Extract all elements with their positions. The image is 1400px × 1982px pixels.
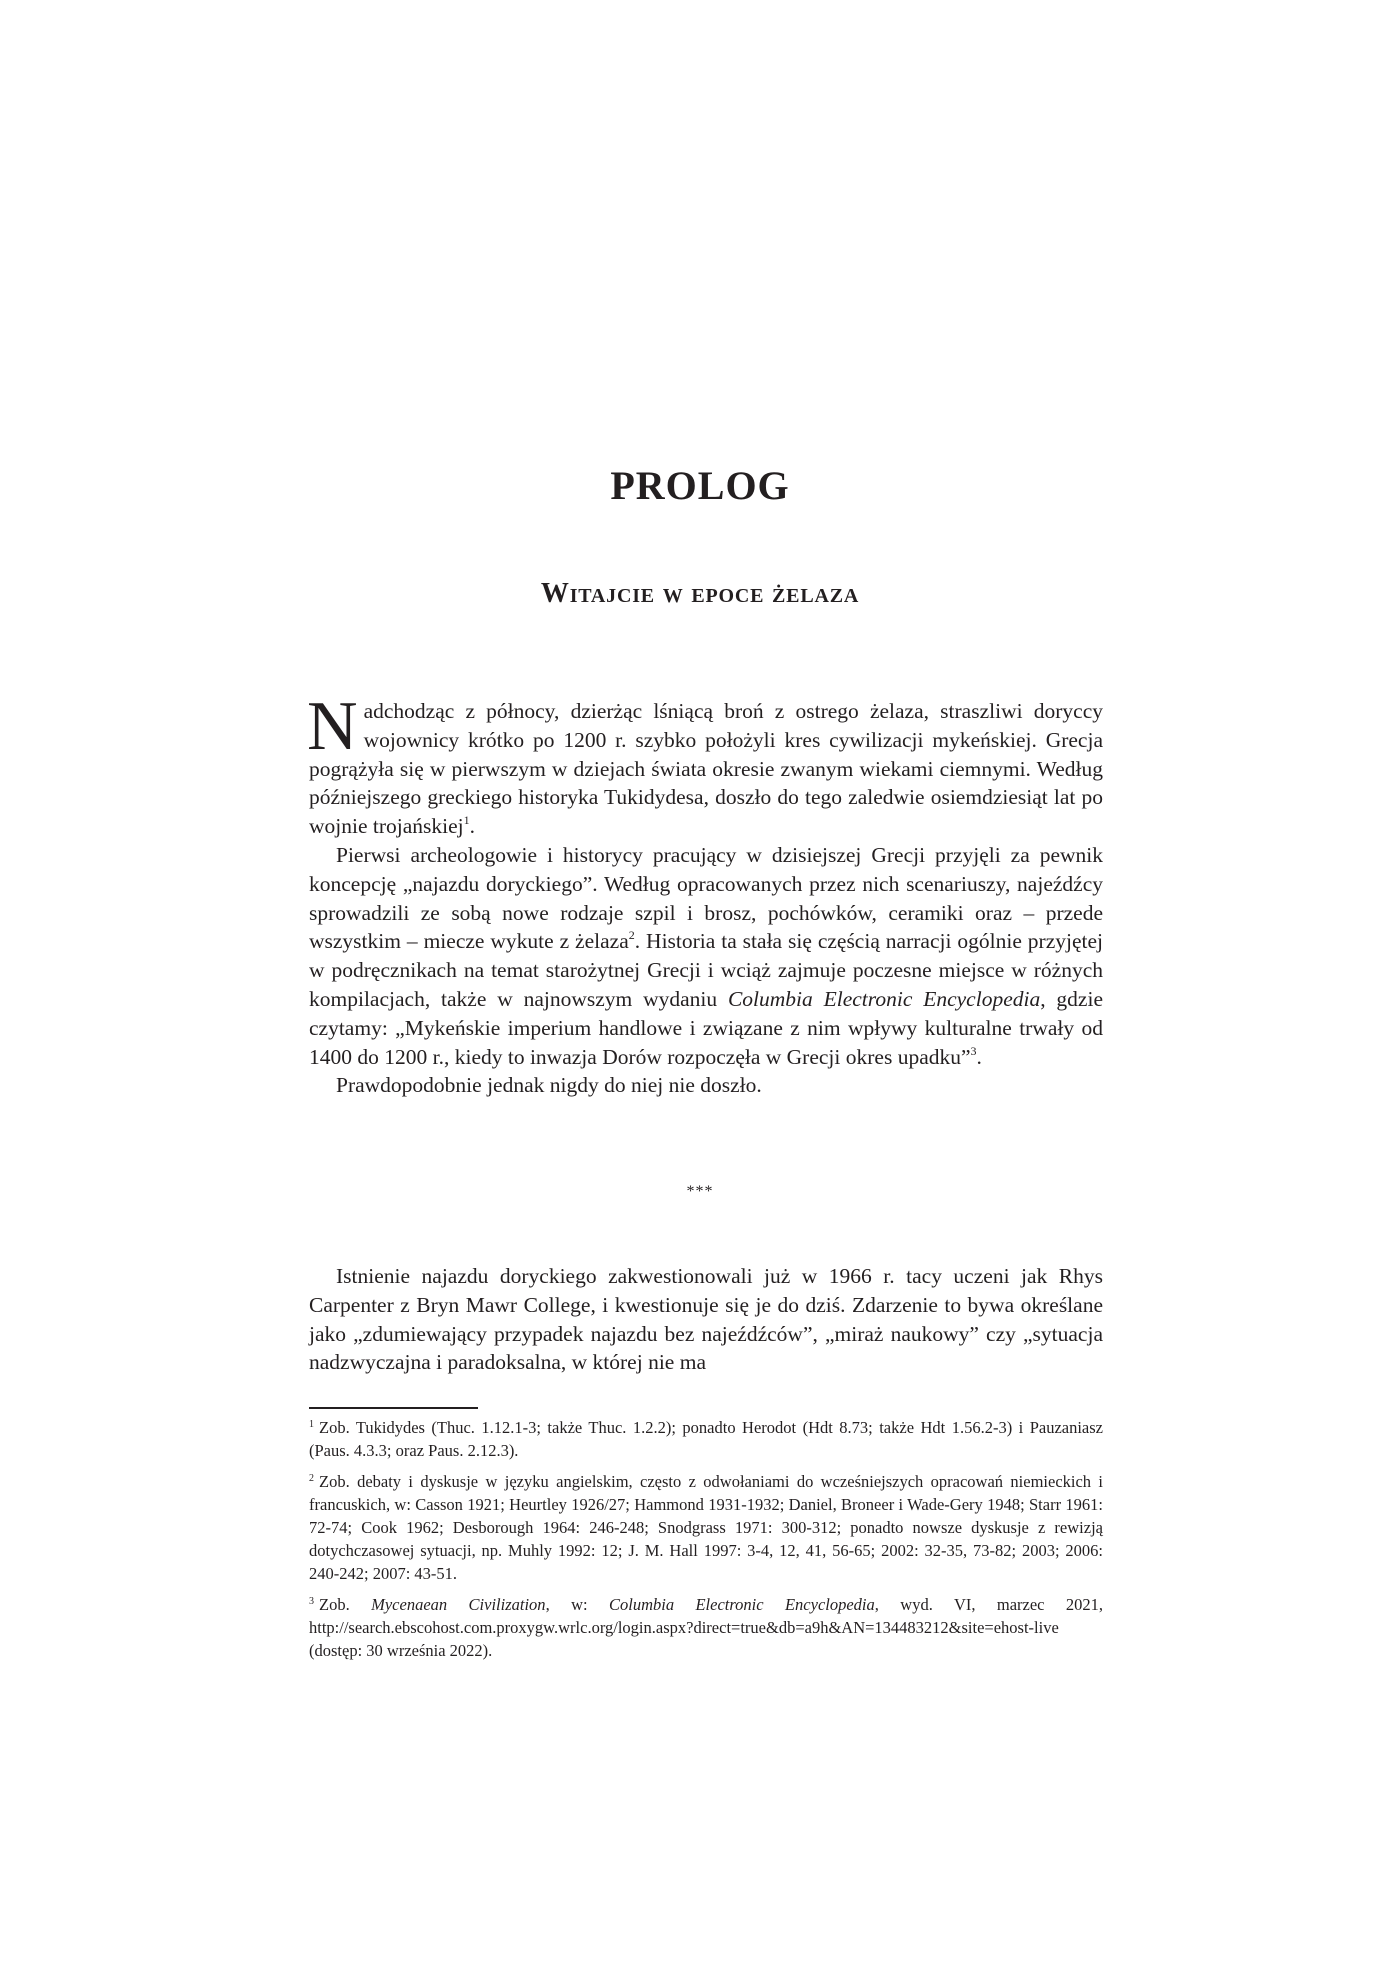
main-text-section-2 [309,1262,1103,1377]
footnote-number: 1 [309,1419,314,1430]
footnotes [309,1416,1103,1670]
drop-cap: N [307,688,358,765]
footnote-2 [309,1470,1103,1585]
footnote-text: Zob. Tukidydes (Thuc. 1.12.1-3; także Thuc. 1.2.2); ponadto Herodot (Hdt 8.73; także Hdt 1.56.2-3) i Pauzaniasz (Paus. 4.3.3; oraz Paus. 2.12.3). [309,1418,1103,1460]
paragraph-1-text: adchodząc z północy, dzierżąc lśniącą broń z ostrego żelaza, straszliwi doryccy wojownicy krótko po 1200 r. szybko położyli kres cywilizacji mykeńskiej. Grecja pogrążyła się w pierwszym w dziejach świata okresie zwanym wiekami ciemnymi. Według późniejszego greckiego historyka Tukidydesa, doszło do tego zaledwie osiemdziesiąt lat po wojnie trojańskiej [309,699,1103,839]
footnote-ref-1[interactable]: 1 [463,813,470,828]
paragraph-2-end: . [976,1044,982,1069]
footnote-number: 2 [309,1473,314,1484]
footnote-italic-encyclopedia: Columbia Electronic Encyclopedia [608,1595,875,1614]
footnote-text-c: , wyd. VI, marzec 2021, http://search.ebscohost.com.proxygw.wrlc.org/login.aspx?direct=true&db=a9h&AN=134483212&site=ehost-live (dostęp: 30 września 2022). [309,1595,1104,1660]
chapter-title: PROLOG [610,463,790,508]
footnote-1 [309,1416,1103,1462]
paragraph-3: Prawdopodobnie jednak nigdy do niej nie doszło. [336,1073,762,1098]
paragraph-1 [307,688,1103,841]
footnote-number: 3 [309,1596,314,1607]
section-separator: *** [686,1183,714,1200]
paragraph-4: Istnienie najazdu doryckiego zakwestionowali już w 1966 r. tacy uczeni jak Rhys Carpenter z Bryn Mawr College, i kwestionuje się je do dziś. Zdarzenie to bywa określane jako „zdumiewający przypadek najazdu bez najeźdźców”, „miraż naukowy” czy „sytuacja nadzwyczajna i paradoksalna, w której nie ma [309,1264,1103,1375]
paragraph-2 [309,841,1103,1071]
paragraph-2-text-a: Pierwsi archeologowie i historycy pracujący w dzisiejszej Grecji przyjęli za pewnik koncepcję „najazdu doryckiego”. Według opracowanych przez nich scenariuszy, najeźdźcy sprowadzili ze sobą nowe rodzaje szpil i brosz, pochówków, ceramiki oraz – przede wszystkim – miecze wykute z żelaza [309,842,1103,954]
footnote-text: Zob. debaty i dyskusje w języku angielskim, często z odwołaniami do wcześniejszych opracowań niemieckich i francuskich, w: Casson 1921; Heurtley 1926/27; Hammond 1931-1932; Daniel, Broneer i Wade-Gery 1948; Starr 1961: 72-74; Cook 1962; Desborough 1964: 246-248; Snodgrass 1971: 300-312; ponadto nowsze dyskusje z rewizją dotychczasowej sytuacji, np. Muhly 1992: 12; J. M. Hall 1997: 3-4, 12, 41, 56-65; 2002: 32-35, 73-82; 2003; 2006: 240-242; 2007: 43-51. [309,1472,1103,1583]
chapter-subtitle: Witajcie w epoce żelaza [540,578,860,609]
footnote-ref-2[interactable]: 2 [628,928,635,943]
footnote-text-b: , w: [545,1595,609,1614]
encyclopedia-title: Columbia Electronic Encyclopedia [727,986,1041,1011]
paragraph-2-text-c: , gdzie czytamy: „Mykeńskie imperium handlowe i związane z nim wpływy kulturalne trwały od 1400 do 1200 r., kiedy to inwazja Dorów rozpoczęła w Grecji okres upadku” [309,986,1103,1069]
paragraph-2-text-b: . Historia ta stała się częścią narracji ogólnie przyjętej w podręcznikach na temat starożytnej Grecji i wciąż zajmuje poczesne miejsce w różnych kompilacjach, także w najnowszym wydaniu [309,929,1103,1011]
paragraph-1-end: . [469,814,476,839]
footnote-text-a: Zob. [319,1595,372,1614]
footnote-ref-3[interactable]: 3 [970,1043,977,1058]
footnote-italic-article: Mycenaean Civilization [371,1595,546,1614]
main-text-section-1 [307,688,1103,1100]
footnote-divider [309,1407,478,1409]
footnote-3 [309,1593,1103,1662]
